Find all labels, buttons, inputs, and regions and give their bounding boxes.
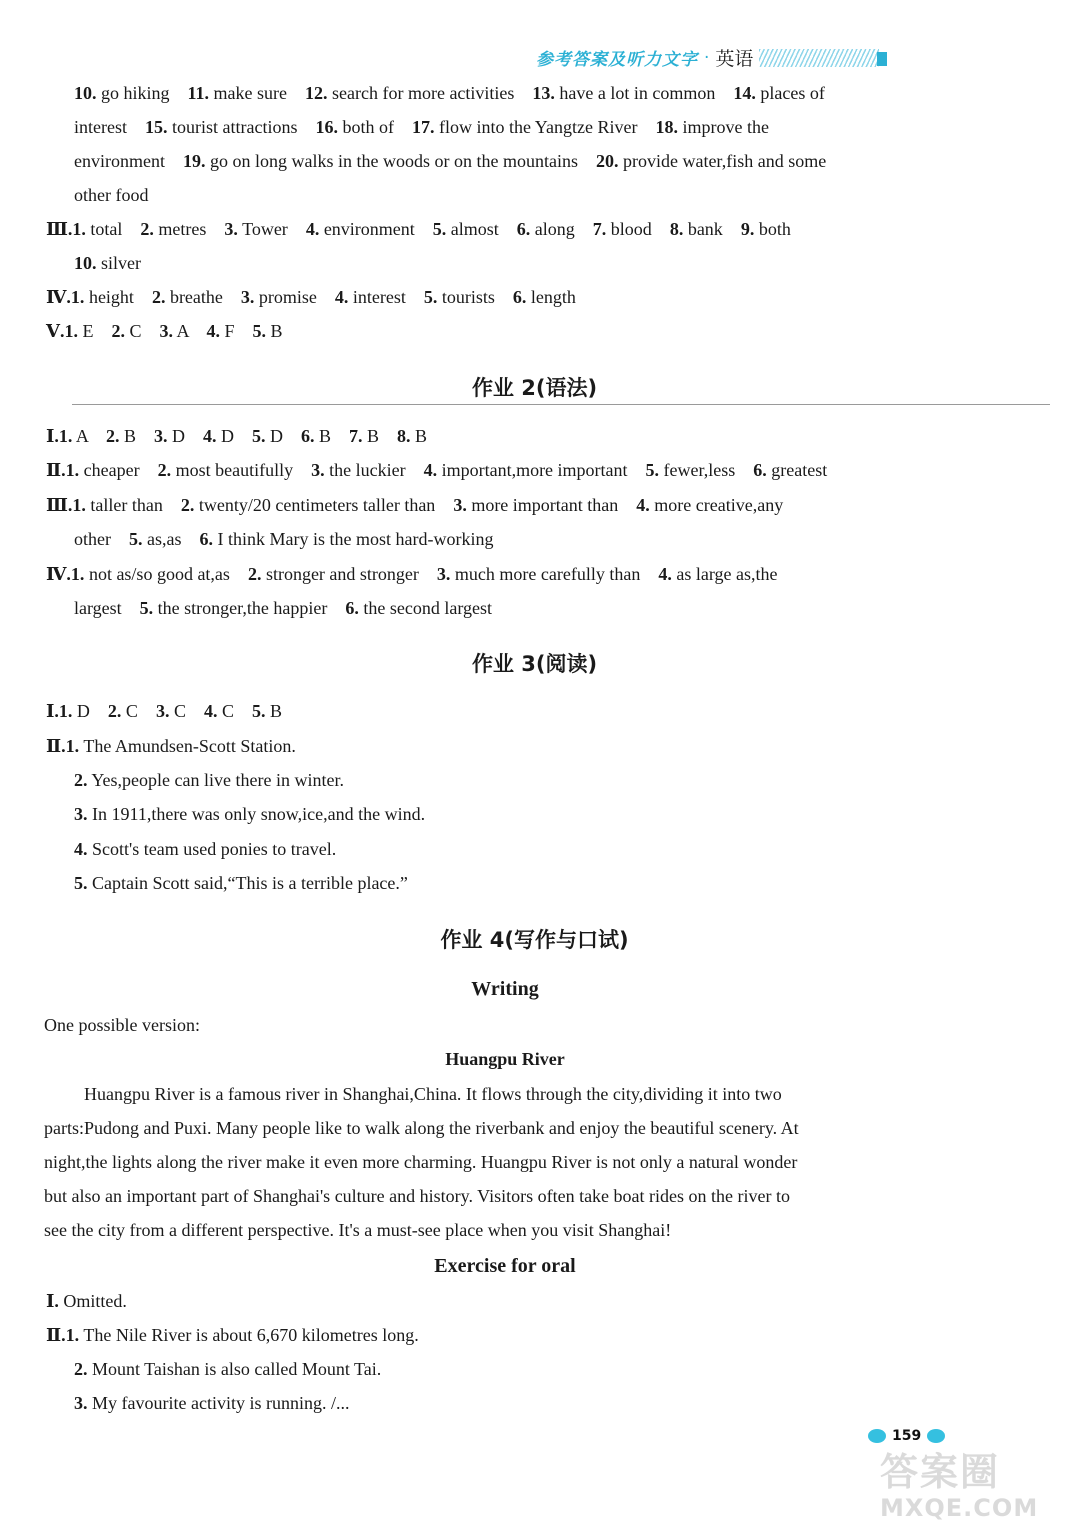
item-number: 6.	[345, 598, 359, 618]
item-number: 14.	[733, 83, 756, 103]
answer-line	[46, 1290, 127, 1312]
answer-text: other food	[74, 185, 149, 205]
answer-text: Mount Taishan is also called Mount Tai.	[87, 1359, 382, 1379]
answer-line	[74, 116, 769, 138]
answer-text: bank	[683, 219, 741, 239]
item-number: Ⅴ.1.	[46, 321, 78, 341]
item-number: 4.	[203, 701, 218, 721]
answer-text: the second largest	[358, 598, 493, 618]
answer-text: not as/so good at,as	[84, 564, 248, 584]
answer-text: tourist attractions	[167, 117, 316, 137]
item-number: 9.	[740, 219, 755, 239]
answer-text: The Amundsen-Scott Station.	[79, 736, 296, 756]
item-number: 3.	[159, 321, 173, 341]
item-number: 5.	[423, 287, 438, 307]
answer-text: parts:Pudong and Puxi. Many people like to walk along the riverbank and enjoy the beautiful scenery. At	[44, 1118, 799, 1138]
item-number: 19.	[182, 151, 206, 171]
item-number: Ⅱ.1.	[46, 736, 80, 756]
answer-line	[46, 563, 777, 585]
answer-text: In 1911,there was only snow,ice,and the wind.	[87, 804, 426, 824]
answer-text: the stronger,the happier	[153, 598, 346, 618]
answer-line	[44, 1219, 671, 1241]
item-number: 3.	[224, 219, 238, 239]
answer-text: night,the lights along the river make it even more charming. Huangpu River is not only a natural wonder	[44, 1152, 798, 1172]
page-number-area	[868, 1428, 945, 1444]
answer-text: important,more important	[437, 460, 646, 480]
answer-text: fewer,less	[659, 460, 754, 480]
item-number: 5.	[432, 219, 447, 239]
answer-text: environment	[74, 151, 183, 171]
answer-text: D	[167, 426, 203, 446]
item-number: 2.	[105, 426, 120, 446]
answer-text: both	[754, 219, 791, 239]
answer-text: My favourite activity is running. /...	[87, 1393, 350, 1413]
answer-text: taller than	[85, 495, 181, 515]
item-number: Ⅱ.1.	[46, 460, 80, 480]
answer-text: The Nile River is about 6,670 kilometres long.	[79, 1325, 419, 1345]
item-number: 7.	[592, 219, 607, 239]
answer-line	[74, 1392, 349, 1414]
answer-text: promise	[254, 287, 335, 307]
answer-text: A	[72, 426, 106, 446]
item-number: 6.	[300, 426, 315, 446]
item-number: 3.	[240, 287, 255, 307]
answer-text: largest	[74, 598, 140, 618]
answer-text: height	[84, 287, 152, 307]
answer-text: go on long walks in the woods or on the mountains	[205, 151, 596, 171]
section-divider	[72, 404, 1050, 405]
answer-text: both of	[337, 117, 412, 137]
item-number: 20.	[595, 151, 619, 171]
answer-line	[74, 1358, 381, 1380]
item-number: 5.	[251, 426, 266, 446]
answer-text: breathe	[165, 287, 241, 307]
sub-heading: Huangpu River	[445, 1049, 565, 1069]
item-number: 2.	[247, 564, 262, 584]
item-number: 3.	[155, 701, 170, 721]
header-subject: 英语	[715, 48, 754, 70]
answer-text: A	[172, 321, 207, 341]
answer-text: more creative,any	[649, 495, 784, 515]
answer-text: have a lot in common	[554, 83, 734, 103]
item-number: Ⅰ.	[46, 1291, 59, 1311]
answer-text: greatest	[766, 460, 828, 480]
item-number: 3.	[74, 1393, 88, 1413]
answer-line	[46, 700, 282, 722]
item-number: 4.	[658, 564, 672, 584]
answer-line	[46, 286, 576, 308]
answer-line	[46, 218, 791, 240]
item-number: 5.	[645, 460, 660, 480]
item-number: 5.	[251, 701, 266, 721]
section-heading: 作业 2(语法)	[471, 376, 598, 400]
item-number: 12.	[305, 83, 328, 103]
item-number: 5.	[252, 321, 267, 341]
item-number: Ⅰ.1.	[46, 701, 73, 721]
item-number: 2.	[74, 1359, 88, 1379]
item-number: 2.	[157, 460, 172, 480]
watermark-top: 答案圈	[880, 1450, 1001, 1494]
answer-text: flow into the Yangtze River	[434, 117, 656, 137]
answer-line	[46, 735, 296, 757]
item-number: 3.	[311, 460, 325, 480]
item-number: 6.	[516, 219, 531, 239]
item-number: 6.	[753, 460, 767, 480]
item-number: 10.	[74, 253, 97, 273]
sub-heading: Exercise for oral	[434, 1255, 576, 1277]
item-number: 4.	[305, 219, 320, 239]
answer-text: F	[220, 321, 253, 341]
answer-text: interest	[348, 287, 424, 307]
item-number: 2.	[151, 287, 166, 307]
answer-text: much more carefully than	[450, 564, 659, 584]
answer-line	[74, 872, 408, 894]
answer-text: Captain Scott said,“This is a terrible place.”	[87, 873, 408, 893]
header-title: 参考答案及听力文字	[536, 50, 698, 70]
item-number: 4.	[334, 287, 349, 307]
item-number: Ⅲ.1.	[46, 495, 86, 515]
answer-line	[74, 803, 425, 825]
answer-line	[46, 425, 427, 447]
answer-text: B	[314, 426, 349, 446]
answer-text: more important than	[466, 495, 637, 515]
item-number: 15.	[144, 117, 168, 137]
answer-text: D	[72, 701, 108, 721]
answer-text: metres	[153, 219, 225, 239]
item-number: 10.	[74, 83, 97, 103]
answer-text: provide water,fish and some	[618, 151, 827, 171]
answer-line	[46, 459, 827, 481]
item-number: 6.	[512, 287, 527, 307]
item-number: 2.	[180, 495, 195, 515]
answer-text: improve the	[677, 117, 769, 137]
bubble-left-icon	[868, 1429, 886, 1443]
answer-text: as large as,the	[671, 564, 778, 584]
answer-text: C	[217, 701, 252, 721]
section-heading: 作业 4(写作与口试)	[440, 928, 629, 952]
item-number: 17.	[411, 117, 435, 137]
answer-text: Yes,people can live there in winter.	[87, 770, 344, 790]
answer-line	[74, 769, 344, 791]
item-number: 11.	[187, 83, 210, 103]
answer-line	[74, 150, 826, 172]
item-number: 4.	[206, 321, 220, 341]
watermark-bottom: MXQE.COM	[880, 1494, 1039, 1522]
answer-text: silver	[96, 253, 141, 273]
item-number: 5.	[128, 529, 143, 549]
item-number: 3.	[436, 564, 451, 584]
item-number: 13.	[532, 83, 555, 103]
answer-text: length	[526, 287, 576, 307]
answer-text: as,as	[142, 529, 200, 549]
answer-line	[46, 494, 783, 516]
item-number: 5.	[139, 598, 154, 618]
page-number: 159	[892, 1428, 922, 1444]
answer-text: go hiking	[96, 83, 188, 103]
answer-text: B	[119, 426, 154, 446]
answer-text: search for more activities	[327, 83, 533, 103]
answer-text: but also an important part of Shanghai's culture and history. Visitors often take boat rides on the river to	[44, 1186, 790, 1206]
answer-text: C	[169, 701, 204, 721]
answer-text: see the city from a different perspective. It's a must-see place when you visit Shanghai!	[44, 1220, 672, 1240]
item-number: 4.	[423, 460, 438, 480]
item-number: 4.	[74, 839, 88, 859]
answer-line	[74, 252, 141, 274]
answer-line	[44, 1151, 797, 1173]
item-number: Ⅱ.1.	[46, 1325, 80, 1345]
sub-heading: Writing	[471, 978, 539, 1000]
item-number: Ⅳ.1.	[46, 287, 85, 307]
header-stripes-decoration	[759, 49, 879, 67]
item-number: 8.	[396, 426, 411, 446]
answer-text: the luckier	[324, 460, 424, 480]
answer-text: along	[530, 219, 593, 239]
answer-text: E	[77, 321, 112, 341]
answer-text: C	[121, 701, 156, 721]
answer-text: tourists	[437, 287, 513, 307]
item-number: 2.	[107, 701, 122, 721]
answer-text: interest	[74, 117, 145, 137]
header-separator: ·	[704, 47, 710, 68]
item-number: 3.	[453, 495, 467, 515]
item-number: Ⅰ.1.	[46, 426, 73, 446]
item-number: 18.	[655, 117, 678, 137]
answer-text: B	[410, 426, 427, 446]
answer-line	[74, 838, 336, 860]
answer-line	[44, 1185, 790, 1207]
answer-text: Huangpu River is a famous river in Shanghai,China. It flows through the city,dividing it into two	[84, 1084, 782, 1104]
answer-line	[46, 320, 283, 342]
answer-text: total	[85, 219, 141, 239]
item-number: 16.	[315, 117, 338, 137]
answer-line	[74, 528, 493, 550]
item-number: 3.	[153, 426, 168, 446]
answer-line	[84, 1083, 782, 1105]
answer-line	[44, 1014, 200, 1036]
answer-text: D	[265, 426, 301, 446]
answer-text: make sure	[209, 83, 305, 103]
answer-text: One possible version:	[44, 1015, 200, 1035]
answer-text: Tower	[237, 219, 306, 239]
answer-text: I think Mary is the most hard-working	[212, 529, 494, 549]
answer-text: cheaper	[79, 460, 158, 480]
item-number: 4.	[636, 495, 650, 515]
item-number: Ⅲ.1.	[46, 219, 86, 239]
answer-text: stronger and stronger	[261, 564, 437, 584]
answer-text: most beautifully	[171, 460, 312, 480]
item-number: 3.	[74, 804, 88, 824]
page-header	[536, 44, 879, 71]
answer-text: almost	[446, 219, 517, 239]
item-number: 2.	[140, 219, 154, 239]
item-number: 4.	[202, 426, 217, 446]
bubble-right-icon	[927, 1429, 945, 1443]
answer-line	[44, 1117, 799, 1139]
answer-text: B	[362, 426, 397, 446]
answer-text: environment	[319, 219, 433, 239]
item-number: 7.	[348, 426, 363, 446]
item-number: 8.	[669, 219, 684, 239]
answer-text: C	[124, 321, 160, 341]
answer-text: twenty/20 centimeters taller than	[194, 495, 454, 515]
answer-line	[46, 1324, 419, 1346]
answer-line	[74, 184, 148, 206]
answer-text: Omitted.	[58, 1291, 127, 1311]
item-number: 2.	[111, 321, 125, 341]
answer-text: blood	[606, 219, 670, 239]
item-number: 6.	[199, 529, 213, 549]
answer-text: places of	[755, 83, 825, 103]
answer-text: D	[216, 426, 252, 446]
answer-line	[74, 82, 825, 104]
watermark-logo	[880, 1450, 1060, 1530]
answer-text: B	[266, 321, 283, 341]
item-number: 2.	[74, 770, 88, 790]
section-heading: 作业 3(阅读)	[471, 652, 598, 676]
answer-line	[74, 597, 492, 619]
item-number: Ⅳ.1.	[46, 564, 85, 584]
answer-text: B	[265, 701, 282, 721]
item-number: 5.	[74, 873, 88, 893]
answer-text: other	[74, 529, 129, 549]
answer-text: Scott's team used ponies to travel.	[87, 839, 337, 859]
